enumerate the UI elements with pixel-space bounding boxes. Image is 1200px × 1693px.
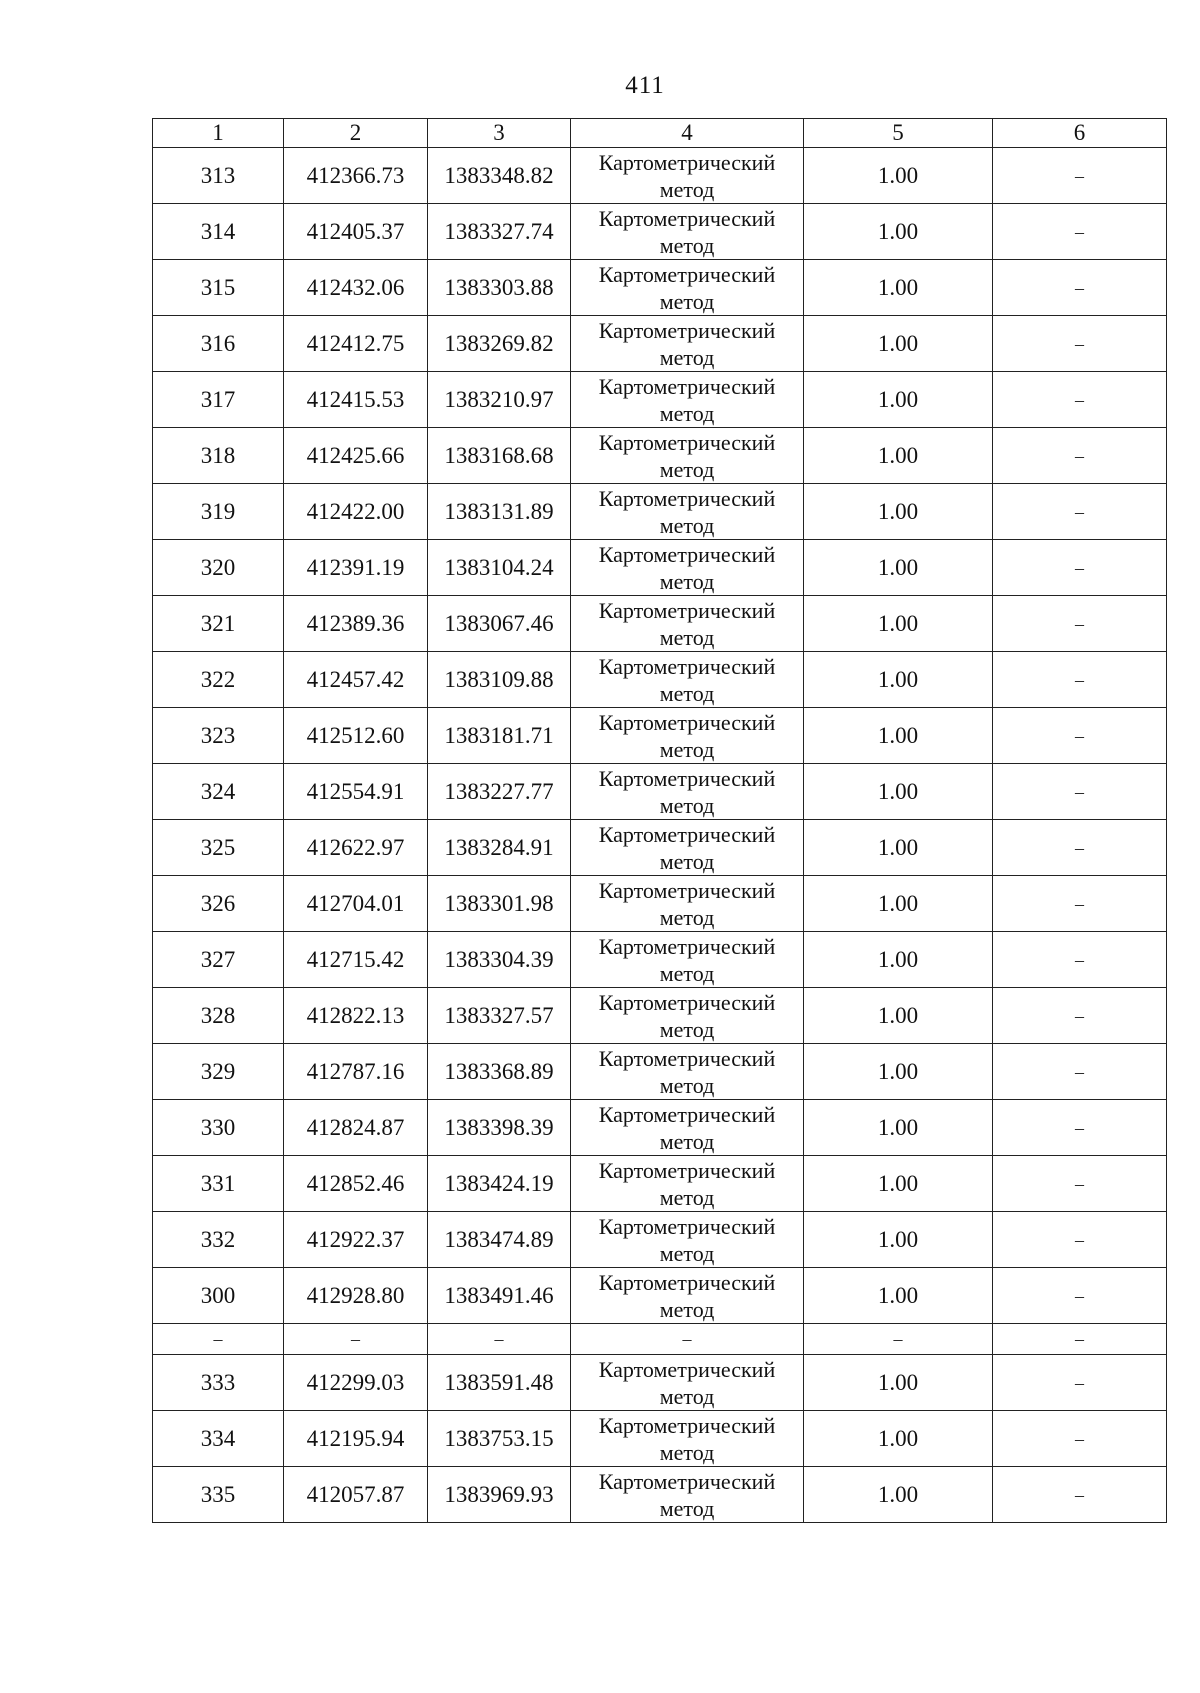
table-row bbox=[153, 1467, 1167, 1523]
x-coordinate-cell: 412389.36 bbox=[284, 596, 428, 652]
table-row bbox=[153, 148, 1167, 204]
x-coordinate-cell: 412824.87 bbox=[284, 1100, 428, 1156]
table-row bbox=[153, 484, 1167, 540]
method-cell bbox=[571, 1100, 804, 1156]
method-text-line: Картометрический bbox=[598, 1356, 776, 1382]
separator-cell: – bbox=[153, 1324, 284, 1355]
y-coordinate-cell: 1383269.82 bbox=[428, 316, 571, 372]
note-cell: – bbox=[993, 1355, 1167, 1411]
x-coordinate-cell: 412822.13 bbox=[284, 988, 428, 1044]
point-number-cell: 323 bbox=[153, 708, 284, 764]
x-coordinate-cell: 412391.19 bbox=[284, 540, 428, 596]
method-cell bbox=[571, 148, 804, 204]
point-number-cell: 329 bbox=[153, 1044, 284, 1100]
point-number-cell: 327 bbox=[153, 932, 284, 988]
method-text-line: метод bbox=[659, 1439, 715, 1465]
method-cell bbox=[571, 932, 804, 988]
point-number-cell: 315 bbox=[153, 260, 284, 316]
point-number-cell: 300 bbox=[153, 1268, 284, 1324]
accuracy-cell: 1.00 bbox=[804, 1268, 993, 1324]
point-number-cell: 321 bbox=[153, 596, 284, 652]
method-text-line: Картометрический bbox=[598, 877, 776, 903]
table-row bbox=[153, 372, 1167, 428]
accuracy-cell: 1.00 bbox=[804, 260, 993, 316]
method-text-line: Картометрический bbox=[598, 541, 776, 567]
x-coordinate-cell: 412715.42 bbox=[284, 932, 428, 988]
note-cell: – bbox=[993, 316, 1167, 372]
method-text-line: Картометрический bbox=[598, 1213, 776, 1239]
column-header: 5 bbox=[804, 119, 993, 148]
accuracy-cell: 1.00 bbox=[804, 652, 993, 708]
method-text-line: метод bbox=[659, 456, 715, 482]
table-row bbox=[153, 428, 1167, 484]
accuracy-cell: 1.00 bbox=[804, 1411, 993, 1467]
method-text-line: метод bbox=[659, 904, 715, 930]
note-cell: – bbox=[993, 1467, 1167, 1523]
table-row bbox=[153, 316, 1167, 372]
method-text-line: метод bbox=[659, 1016, 715, 1042]
x-coordinate-cell: 412554.91 bbox=[284, 764, 428, 820]
accuracy-cell: 1.00 bbox=[804, 540, 993, 596]
method-text-line: метод bbox=[659, 1383, 715, 1409]
point-number-cell: 326 bbox=[153, 876, 284, 932]
y-coordinate-cell: 1383284.91 bbox=[428, 820, 571, 876]
x-coordinate-cell: 412432.06 bbox=[284, 260, 428, 316]
y-coordinate-cell: 1383591.48 bbox=[428, 1355, 571, 1411]
y-coordinate-cell: 1383303.88 bbox=[428, 260, 571, 316]
point-number-cell: 318 bbox=[153, 428, 284, 484]
y-coordinate-cell: 1383304.39 bbox=[428, 932, 571, 988]
point-number-cell: 313 bbox=[153, 148, 284, 204]
method-cell bbox=[571, 1212, 804, 1268]
point-number-cell: 316 bbox=[153, 316, 284, 372]
y-coordinate-cell: 1383424.19 bbox=[428, 1156, 571, 1212]
method-cell bbox=[571, 652, 804, 708]
y-coordinate-cell: 1383474.89 bbox=[428, 1212, 571, 1268]
method-cell bbox=[571, 204, 804, 260]
table-row bbox=[153, 1044, 1167, 1100]
y-coordinate-cell: 1383227.77 bbox=[428, 764, 571, 820]
accuracy-cell: 1.00 bbox=[804, 988, 993, 1044]
table-row bbox=[153, 708, 1167, 764]
note-cell: – bbox=[993, 204, 1167, 260]
y-coordinate-cell: 1383181.71 bbox=[428, 708, 571, 764]
method-text-line: Картометрический bbox=[598, 765, 776, 791]
accuracy-cell: 1.00 bbox=[804, 148, 993, 204]
y-coordinate-cell: 1383109.88 bbox=[428, 652, 571, 708]
note-cell: – bbox=[993, 1044, 1167, 1100]
method-text-line: метод bbox=[659, 1072, 715, 1098]
method-cell bbox=[571, 1044, 804, 1100]
method-text-line: метод bbox=[659, 1240, 715, 1266]
y-coordinate-cell: 1383301.98 bbox=[428, 876, 571, 932]
column-header: 1 bbox=[153, 119, 284, 148]
accuracy-cell: 1.00 bbox=[804, 596, 993, 652]
method-cell bbox=[571, 1355, 804, 1411]
table-row bbox=[153, 596, 1167, 652]
method-text-line: Картометрический bbox=[598, 653, 776, 679]
method-text-line: Картометрический bbox=[598, 821, 776, 847]
note-cell: – bbox=[993, 1212, 1167, 1268]
note-cell: – bbox=[993, 988, 1167, 1044]
method-cell bbox=[571, 1268, 804, 1324]
note-cell: – bbox=[993, 540, 1167, 596]
method-text-line: метод bbox=[659, 1495, 715, 1521]
method-cell bbox=[571, 1156, 804, 1212]
accuracy-cell: 1.00 bbox=[804, 484, 993, 540]
table-row bbox=[153, 540, 1167, 596]
method-cell bbox=[571, 596, 804, 652]
column-header: 3 bbox=[428, 119, 571, 148]
method-text-line: метод bbox=[659, 1128, 715, 1154]
column-header: 4 bbox=[571, 119, 804, 148]
table-row bbox=[153, 204, 1167, 260]
method-text-line: Картометрический bbox=[598, 429, 776, 455]
accuracy-cell: 1.00 bbox=[804, 820, 993, 876]
y-coordinate-cell: 1383348.82 bbox=[428, 148, 571, 204]
table-row bbox=[153, 764, 1167, 820]
y-coordinate-cell: 1383368.89 bbox=[428, 1044, 571, 1100]
point-number-cell: 314 bbox=[153, 204, 284, 260]
method-text-line: Картометрический bbox=[598, 709, 776, 735]
method-text-line: Картометрический bbox=[598, 1412, 776, 1438]
point-number-cell: 317 bbox=[153, 372, 284, 428]
table-header-row bbox=[153, 119, 1167, 148]
method-text-line: Картометрический bbox=[598, 1157, 776, 1183]
x-coordinate-cell: 412704.01 bbox=[284, 876, 428, 932]
note-cell: – bbox=[993, 1100, 1167, 1156]
method-text-line: метод bbox=[659, 792, 715, 818]
note-cell: – bbox=[993, 1156, 1167, 1212]
note-cell: – bbox=[993, 260, 1167, 316]
method-text-line: Картометрический bbox=[598, 989, 776, 1015]
method-cell bbox=[571, 708, 804, 764]
note-cell: – bbox=[993, 932, 1167, 988]
table-row bbox=[153, 1411, 1167, 1467]
method-cell bbox=[571, 876, 804, 932]
y-coordinate-cell: 1383398.39 bbox=[428, 1100, 571, 1156]
x-coordinate-cell: 412422.00 bbox=[284, 484, 428, 540]
point-number-cell: 332 bbox=[153, 1212, 284, 1268]
x-coordinate-cell: 412622.97 bbox=[284, 820, 428, 876]
accuracy-cell: 1.00 bbox=[804, 1212, 993, 1268]
method-text-line: Картометрический bbox=[598, 317, 776, 343]
accuracy-cell: 1.00 bbox=[804, 1467, 993, 1523]
method-text-line: метод bbox=[659, 680, 715, 706]
method-text-line: Картометрический bbox=[598, 149, 776, 175]
point-number-cell: 319 bbox=[153, 484, 284, 540]
coordinates-table-body bbox=[153, 119, 1167, 1523]
x-coordinate-cell: 412412.75 bbox=[284, 316, 428, 372]
table-row bbox=[153, 1355, 1167, 1411]
y-coordinate-cell: 1383327.74 bbox=[428, 204, 571, 260]
note-cell: – bbox=[993, 372, 1167, 428]
note-cell: – bbox=[993, 876, 1167, 932]
page-number: 411 bbox=[625, 72, 665, 99]
method-text-line: метод bbox=[659, 960, 715, 986]
x-coordinate-cell: 412512.60 bbox=[284, 708, 428, 764]
x-coordinate-cell: 412787.16 bbox=[284, 1044, 428, 1100]
method-cell bbox=[571, 988, 804, 1044]
note-cell: – bbox=[993, 484, 1167, 540]
accuracy-cell: 1.00 bbox=[804, 876, 993, 932]
separator-cell: – bbox=[993, 1324, 1167, 1355]
method-cell bbox=[571, 372, 804, 428]
method-text-line: метод bbox=[659, 288, 715, 314]
point-number-cell: 330 bbox=[153, 1100, 284, 1156]
method-cell bbox=[571, 764, 804, 820]
method-text-line: Картометрический bbox=[598, 1468, 776, 1494]
table-row bbox=[153, 1156, 1167, 1212]
y-coordinate-cell: 1383753.15 bbox=[428, 1411, 571, 1467]
table-row bbox=[153, 652, 1167, 708]
x-coordinate-cell: 412425.66 bbox=[284, 428, 428, 484]
method-text-line: метод bbox=[659, 400, 715, 426]
y-coordinate-cell: 1383327.57 bbox=[428, 988, 571, 1044]
note-cell: – bbox=[993, 820, 1167, 876]
accuracy-cell: 1.00 bbox=[804, 708, 993, 764]
table-row bbox=[153, 932, 1167, 988]
note-cell: – bbox=[993, 148, 1167, 204]
separator-row bbox=[153, 1324, 1167, 1355]
note-cell: – bbox=[993, 428, 1167, 484]
accuracy-cell: 1.00 bbox=[804, 1355, 993, 1411]
point-number-cell: 333 bbox=[153, 1355, 284, 1411]
x-coordinate-cell: 412457.42 bbox=[284, 652, 428, 708]
accuracy-cell: 1.00 bbox=[804, 764, 993, 820]
table-row bbox=[153, 1268, 1167, 1324]
x-coordinate-cell: 412415.53 bbox=[284, 372, 428, 428]
method-text-line: метод bbox=[659, 736, 715, 762]
point-number-cell: 320 bbox=[153, 540, 284, 596]
note-cell: – bbox=[993, 764, 1167, 820]
point-number-cell: 331 bbox=[153, 1156, 284, 1212]
x-coordinate-cell: 412852.46 bbox=[284, 1156, 428, 1212]
coordinates-table bbox=[152, 118, 1167, 1523]
table-row bbox=[153, 820, 1167, 876]
accuracy-cell: 1.00 bbox=[804, 372, 993, 428]
y-coordinate-cell: 1383210.97 bbox=[428, 372, 571, 428]
method-text-line: Картометрический bbox=[598, 1045, 776, 1071]
method-cell bbox=[571, 428, 804, 484]
column-header: 2 bbox=[284, 119, 428, 148]
table-row bbox=[153, 260, 1167, 316]
method-text-line: Картометрический bbox=[598, 597, 776, 623]
point-number-cell: 328 bbox=[153, 988, 284, 1044]
method-text-line: метод bbox=[659, 344, 715, 370]
note-cell: – bbox=[993, 1411, 1167, 1467]
x-coordinate-cell: 412299.03 bbox=[284, 1355, 428, 1411]
method-text-line: Картометрический bbox=[598, 261, 776, 287]
method-text-line: метод bbox=[659, 232, 715, 258]
method-text-line: Картометрический bbox=[598, 1269, 776, 1295]
point-number-cell: 335 bbox=[153, 1467, 284, 1523]
accuracy-cell: 1.00 bbox=[804, 316, 993, 372]
method-cell bbox=[571, 316, 804, 372]
accuracy-cell: 1.00 bbox=[804, 1156, 993, 1212]
method-cell bbox=[571, 260, 804, 316]
point-number-cell: 334 bbox=[153, 1411, 284, 1467]
y-coordinate-cell: 1383131.89 bbox=[428, 484, 571, 540]
method-text-line: метод bbox=[659, 624, 715, 650]
y-coordinate-cell: 1383168.68 bbox=[428, 428, 571, 484]
x-coordinate-cell: 412195.94 bbox=[284, 1411, 428, 1467]
separator-cell: – bbox=[571, 1324, 804, 1355]
point-number-cell: 322 bbox=[153, 652, 284, 708]
table-row bbox=[153, 1212, 1167, 1268]
method-text-line: Картометрический bbox=[598, 485, 776, 511]
x-coordinate-cell: 412922.37 bbox=[284, 1212, 428, 1268]
method-cell bbox=[571, 540, 804, 596]
x-coordinate-cell: 412405.37 bbox=[284, 204, 428, 260]
method-text-line: Картометрический bbox=[598, 373, 776, 399]
table-row bbox=[153, 1100, 1167, 1156]
separator-cell: – bbox=[428, 1324, 571, 1355]
table-row bbox=[153, 988, 1167, 1044]
method-text-line: метод bbox=[659, 176, 715, 202]
separator-cell: – bbox=[804, 1324, 993, 1355]
method-cell bbox=[571, 484, 804, 540]
method-cell bbox=[571, 1411, 804, 1467]
method-text-line: метод bbox=[659, 848, 715, 874]
accuracy-cell: 1.00 bbox=[804, 932, 993, 988]
y-coordinate-cell: 1383104.24 bbox=[428, 540, 571, 596]
point-number-cell: 325 bbox=[153, 820, 284, 876]
x-coordinate-cell: 412057.87 bbox=[284, 1467, 428, 1523]
method-text-line: метод bbox=[659, 1296, 715, 1322]
y-coordinate-cell: 1383491.46 bbox=[428, 1268, 571, 1324]
method-text-line: метод bbox=[659, 512, 715, 538]
method-text-line: метод bbox=[659, 1184, 715, 1210]
x-coordinate-cell: 412928.80 bbox=[284, 1268, 428, 1324]
table-row bbox=[153, 876, 1167, 932]
x-coordinate-cell: 412366.73 bbox=[284, 148, 428, 204]
note-cell: – bbox=[993, 1268, 1167, 1324]
accuracy-cell: 1.00 bbox=[804, 1100, 993, 1156]
column-header: 6 bbox=[993, 119, 1167, 148]
separator-cell: – bbox=[284, 1324, 428, 1355]
method-cell bbox=[571, 820, 804, 876]
y-coordinate-cell: 1383969.93 bbox=[428, 1467, 571, 1523]
method-text-line: Картометрический bbox=[598, 933, 776, 959]
accuracy-cell: 1.00 bbox=[804, 428, 993, 484]
method-text-line: Картометрический bbox=[598, 1101, 776, 1127]
y-coordinate-cell: 1383067.46 bbox=[428, 596, 571, 652]
note-cell: – bbox=[993, 708, 1167, 764]
method-text-line: Картометрический bbox=[598, 205, 776, 231]
accuracy-cell: 1.00 bbox=[804, 204, 993, 260]
note-cell: – bbox=[993, 652, 1167, 708]
point-number-cell: 324 bbox=[153, 764, 284, 820]
accuracy-cell: 1.00 bbox=[804, 1044, 993, 1100]
note-cell: – bbox=[993, 596, 1167, 652]
method-cell bbox=[571, 1467, 804, 1523]
method-text-line: метод bbox=[659, 568, 715, 594]
